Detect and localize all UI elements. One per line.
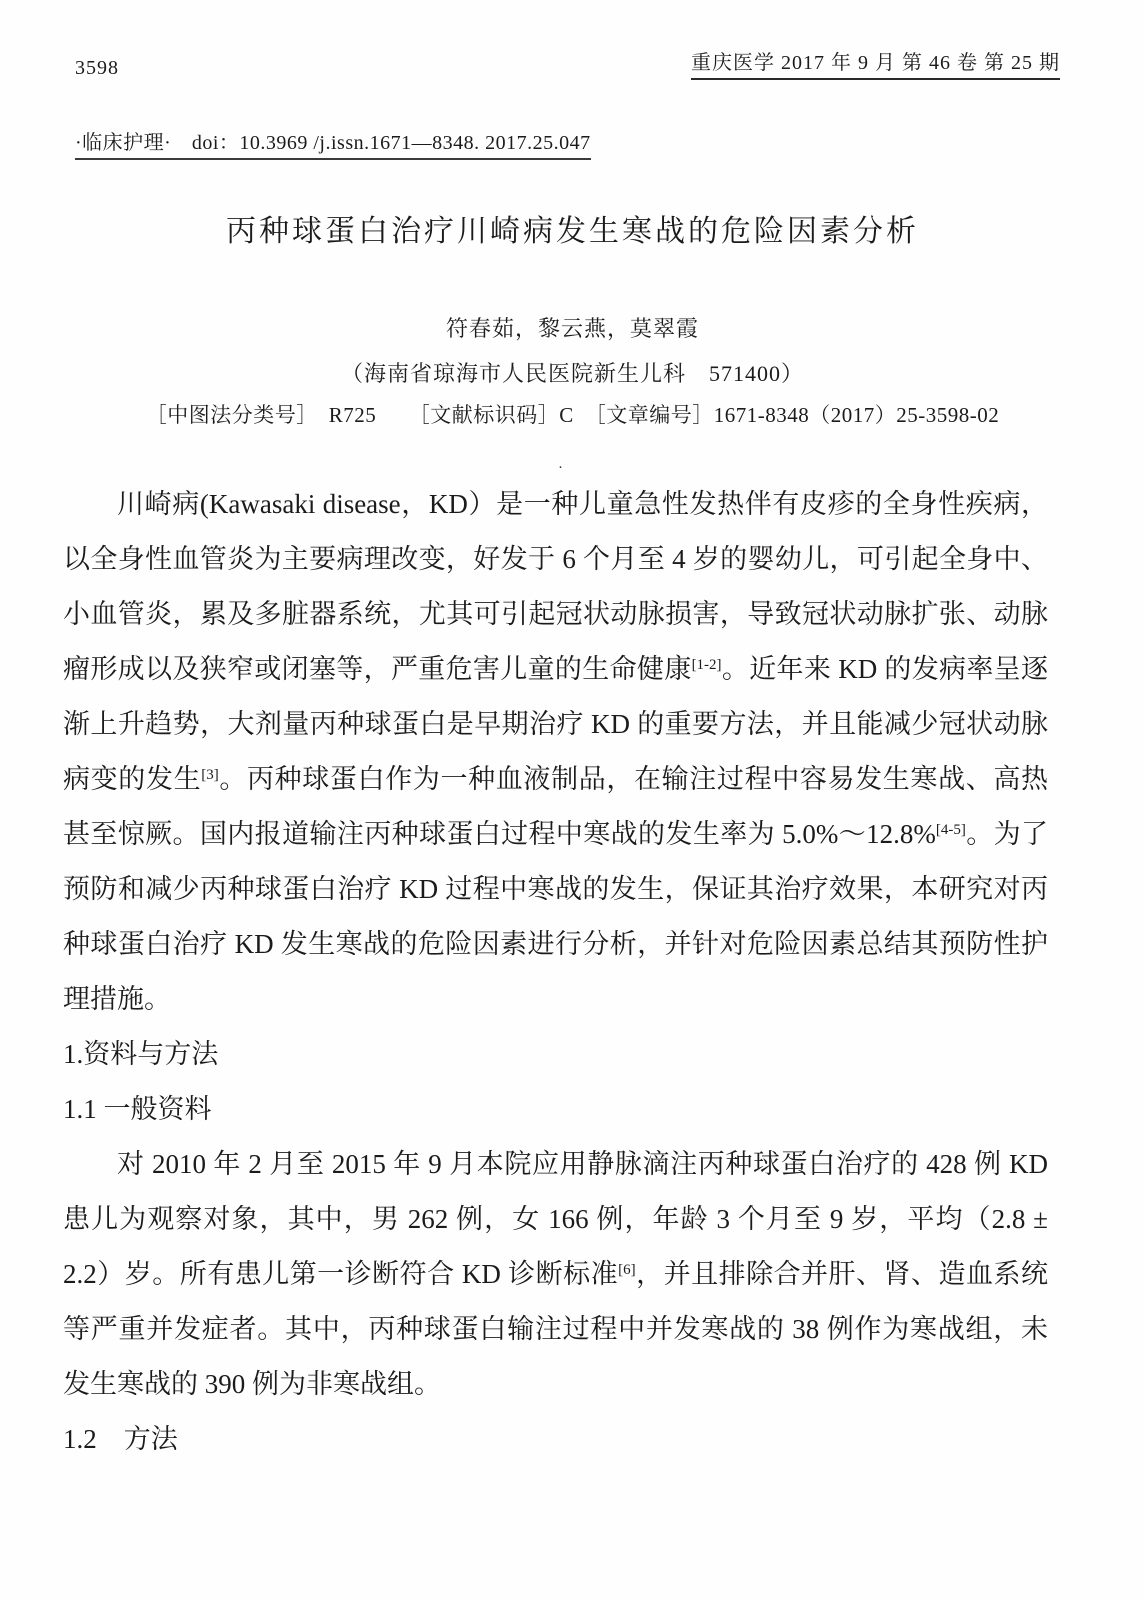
intro-text-1: 川崎病(Kawasaki disease，KD）是一种儿童急性发热伴有皮疹的全身性疾病，以全身性血管炎为主要病理改变，好发于 6 个月至 4 岁的婴幼儿，可引起全身中、小血管炎，累及多脏器系统，尤其可引起冠状动脉损害，导致冠状动脉扩张、动脉瘤形成以及狭窄或闭塞等，严重危害儿童的生命健康 [63,489,1048,684]
intro-text-4: 。为了预防和减少丙种球蛋白治疗 KD 过程中寒战的发生，保证其治疗效果，本研究对丙种球蛋白治疗 KD 发生寒战的危险因素进行分析，并针对危险因素总结其预防性护理措施。 [63,819,1049,1014]
page-header [75,46,1060,80]
stray-dot-mark: · [558,460,563,476]
intro-paragraph [63,477,1048,1027]
citation-ref-4-5: [4-5] [935,822,966,838]
classification-line: ［中图法分类号］ R725 ［文献标识码］C ［文章编号］1671-8348（2017）25-3598-02 [145,403,1000,427]
intro-text-2: 。近年来 KD 的发病率呈逐渐上升趋势，大剂量丙种球蛋白是早期治疗 KD 的重要方法，并且能减少冠状动脉病变的发生 [63,654,1049,794]
affiliation: （海南省琼海市人民医院新生儿科 571400） [340,361,804,386]
citation-ref-1-2: [1-2] [691,657,722,673]
page-number: 3598 [75,57,119,79]
citation-ref-6: [6] [618,1262,636,1278]
section-doi-line: ·临床护理· doi：10.3969 /j.issn.1671—8348. 2017.25.047 [75,126,591,160]
article-body [63,477,1048,1467]
methods-paragraph [63,1137,1048,1412]
intro-text-3: 。丙种球蛋白作为一种血液制品，在输注过程中容易发生寒战、高热甚至惊厥。国内报道输注丙种球蛋白过程中寒战的发生率为 5.0%～12.8% [63,764,1049,849]
methods-text-1: 对 2010 年 2 月至 2015 年 9 月本院应用静脉滴注丙种球蛋白治疗的 428 例 KD 患儿为观察对象，其中，男 262 例，女 166 例，年龄 3 个月至 9 岁，平均（2.8 ± 2.2）岁。所有患儿第一诊断符合 KD 诊断标准 [63,1149,1048,1289]
journal-header: 重庆医学 2017 年 9 月 第 46 卷 第 25 期 [691,46,1060,80]
article-title: 丙种球蛋白治疗川崎病发生寒战的危险因素分析 [226,215,919,248]
section-heading-method: 1.2 方法 [63,1424,178,1454]
section-heading-materials-methods: 1.资料与方法 [63,1039,219,1069]
methods-text-2: ，并且排除合并肝、肾、造血系统等严重并发症者。其中，丙种球蛋白输注过程中并发寒战的 38 例作为寒战组，未发生寒战的 390 例为非寒战组。 [63,1259,1049,1399]
citation-ref-3: [3] [201,767,219,783]
section-heading-general-data: 1.1 一般资料 [63,1094,212,1124]
authors: 符春茹，黎云燕，莫翠霞 [445,316,699,341]
